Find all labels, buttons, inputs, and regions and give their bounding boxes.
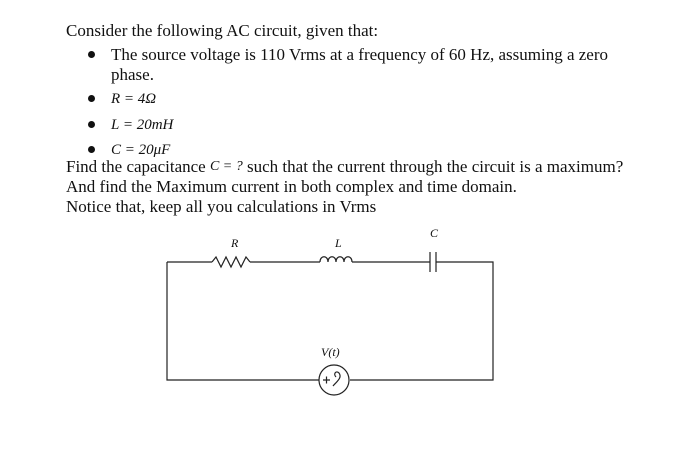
resistor-label: R xyxy=(231,236,239,250)
ac-source-wave xyxy=(333,372,340,386)
bullet-text: L = 20mH xyxy=(111,117,174,133)
question-line-3: Notice that, keep all you calculations in Vrms xyxy=(66,197,377,216)
question-line-2: And find the Maximum current in both complex and time domain. xyxy=(66,177,517,196)
capacitor-label: C xyxy=(430,226,439,240)
bullet-text: C = 20μF xyxy=(111,142,171,158)
question-math: C = ? xyxy=(209,159,243,174)
resistor-icon xyxy=(212,257,250,267)
inductor-icon xyxy=(320,257,352,262)
circuit-wire xyxy=(167,262,319,380)
ac-source-plus xyxy=(323,377,330,384)
capacitor-icon xyxy=(430,252,436,272)
source-label: V(t) xyxy=(321,345,340,359)
bullet-text: R = 4Ω xyxy=(111,91,157,107)
circuit-wire xyxy=(350,262,493,380)
question-text: Find the capacitance xyxy=(66,157,210,176)
intro-text: Consider the following AC circuit, given that: xyxy=(66,21,379,40)
inductor-label: L xyxy=(335,236,342,250)
bullet-text: The source voltage is 110 Vrms at a frequency of 60 Hz, assuming a zero phase. xyxy=(111,45,609,84)
question-text: such that the current through the circuit is a maximum? xyxy=(242,157,624,176)
